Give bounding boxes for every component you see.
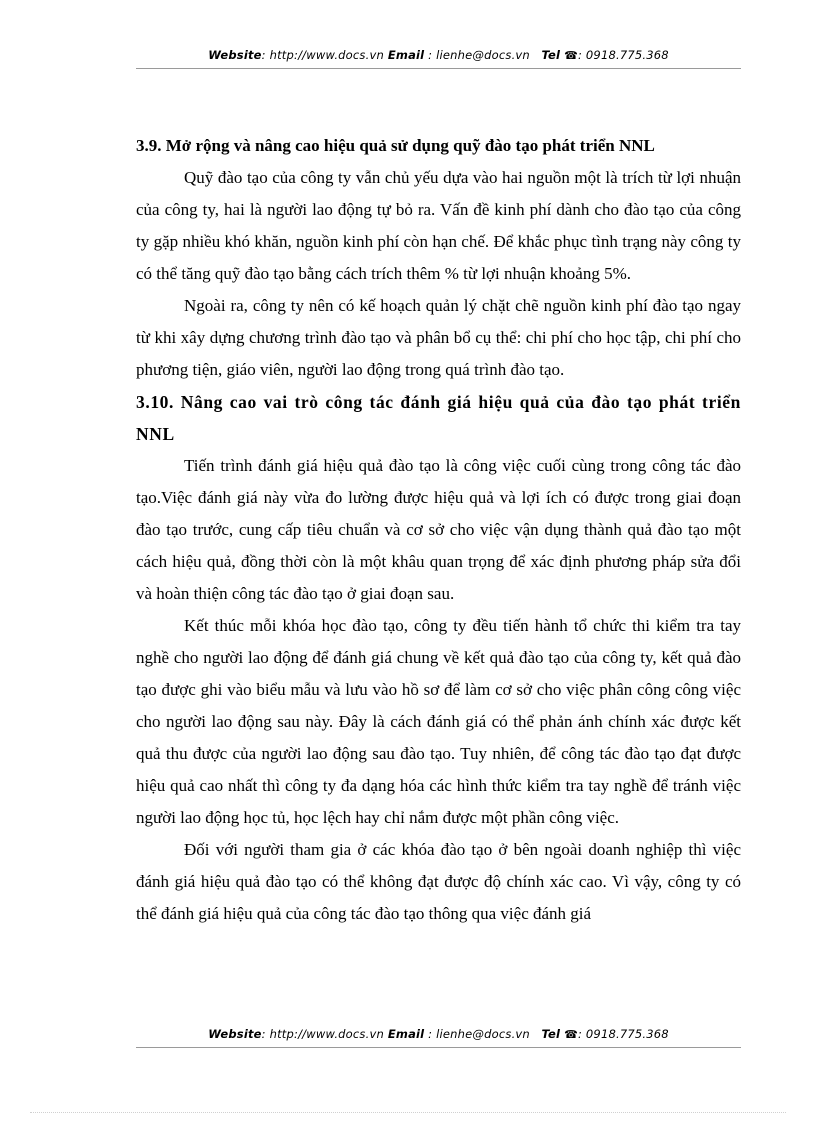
header-rule <box>136 68 741 69</box>
header-website-value: : http://www.docs.vn <box>261 48 384 62</box>
footer-email-value: : lienhe@docs.vn <box>424 1027 530 1041</box>
document-body <box>136 130 741 930</box>
phone-icon: ☎ <box>564 1028 578 1041</box>
footer-rule <box>136 1047 741 1048</box>
header-email-value: : lienhe@docs.vn <box>424 48 530 62</box>
page-edge-dotted-line <box>30 1112 786 1113</box>
header-tel-value: : 0918.775.368 <box>577 48 669 62</box>
footer-tel-label: Tel <box>541 1027 561 1041</box>
heading-3-9: 3.9. Mở rộng và nâng cao hiệu quả sử dụng quỹ đào tạo phát triển NNL <box>136 136 655 155</box>
footer-website-label: Website <box>208 1027 262 1041</box>
header-email-label: Email <box>387 48 425 62</box>
paragraph: Tiến trình đánh giá hiệu quả đào tạo là công việc cuối cùng trong công tác đào tạo.Việc đánh giá này vừa đo lường được hiệu quả và lợi ích có được trong giai đoạn đào tạo trước, cung cấp tiêu chuẩn và cơ sở cho việc vận dụng thành quả đào tạo một cách hiệu quả, đồng thời còn là một khâu quan trọng để xác định phương pháp sửa đổi và hoàn thiện công tác đào tạo ở giai đoạn sau. <box>136 456 741 603</box>
paragraph: Kết thúc mỗi khóa học đào tạo, công ty đều tiến hành tổ chức thi kiểm tra tay nghề cho người lao động để đánh giá chung về kết quả đào tạo của công ty, kết quả đào tạo được ghi vào biểu mẫu và lưu vào hồ sơ để làm cơ sở cho việc phân công công việc cho người lao động sau này. Đây là cách đánh giá có thể phản ánh chính xác được kết quả thu được của người lao động sau đào tạo. Tuy nhiên, để công tác đào tạo đạt được hiệu quả cao nhất thì công ty đa dạng hóa các hình thức kiểm tra tay nghề để tránh việc người lao động học tủ, học lệch hay chỉ nắm được một phần công việc. <box>136 616 741 827</box>
header-tel-label: Tel <box>541 48 561 62</box>
paragraph: Quỹ đào tạo của công ty vẫn chủ yếu dựa vào hai nguồn một là trích từ lợi nhuận của công ty, hai là người lao động tự bỏ ra. Vấn đề kinh phí dành cho đào tạo của công ty gặp nhiều khó khăn, nguồn kinh phí còn hạn chế. Để khắc phục tình trạng này công ty có thể tăng quỹ đào tạo bằng cách trích thêm % từ lợi nhuận khoảng 5%. <box>136 168 741 283</box>
page-footer <box>136 1027 741 1041</box>
footer-website-value: : http://www.docs.vn <box>261 1027 384 1041</box>
heading-3-10: 3.10. Nâng cao vai trò công tác đánh giá hiệu quả của đào tạo phát triển NNL <box>136 392 741 444</box>
page-header <box>136 48 741 62</box>
paragraph: Ngoài ra, công ty nên có kế hoạch quản lý chặt chẽ nguồn kinh phí đào tạo ngay từ khi xây dựng chương trình đào tạo và phân bổ cụ thể: chi phí cho học tập, chi phí cho phương tiện, giáo viên, người lao động trong quá trình đào tạo. <box>136 296 741 379</box>
footer-email-label: Email <box>387 1027 425 1041</box>
footer-tel-value: : 0918.775.368 <box>577 1027 669 1041</box>
header-website-label: Website <box>208 48 262 62</box>
phone-icon: ☎ <box>564 49 578 62</box>
paragraph: Đối với người tham gia ở các khóa đào tạo ở bên ngoài doanh nghiệp thì việc đánh giá hiệu quả đào tạo có thể không đạt được độ chính xác cao. Vì vậy, công ty có thể đánh giá hiệu quả của công tác đào tạo thông qua việc đánh giá <box>136 840 741 923</box>
